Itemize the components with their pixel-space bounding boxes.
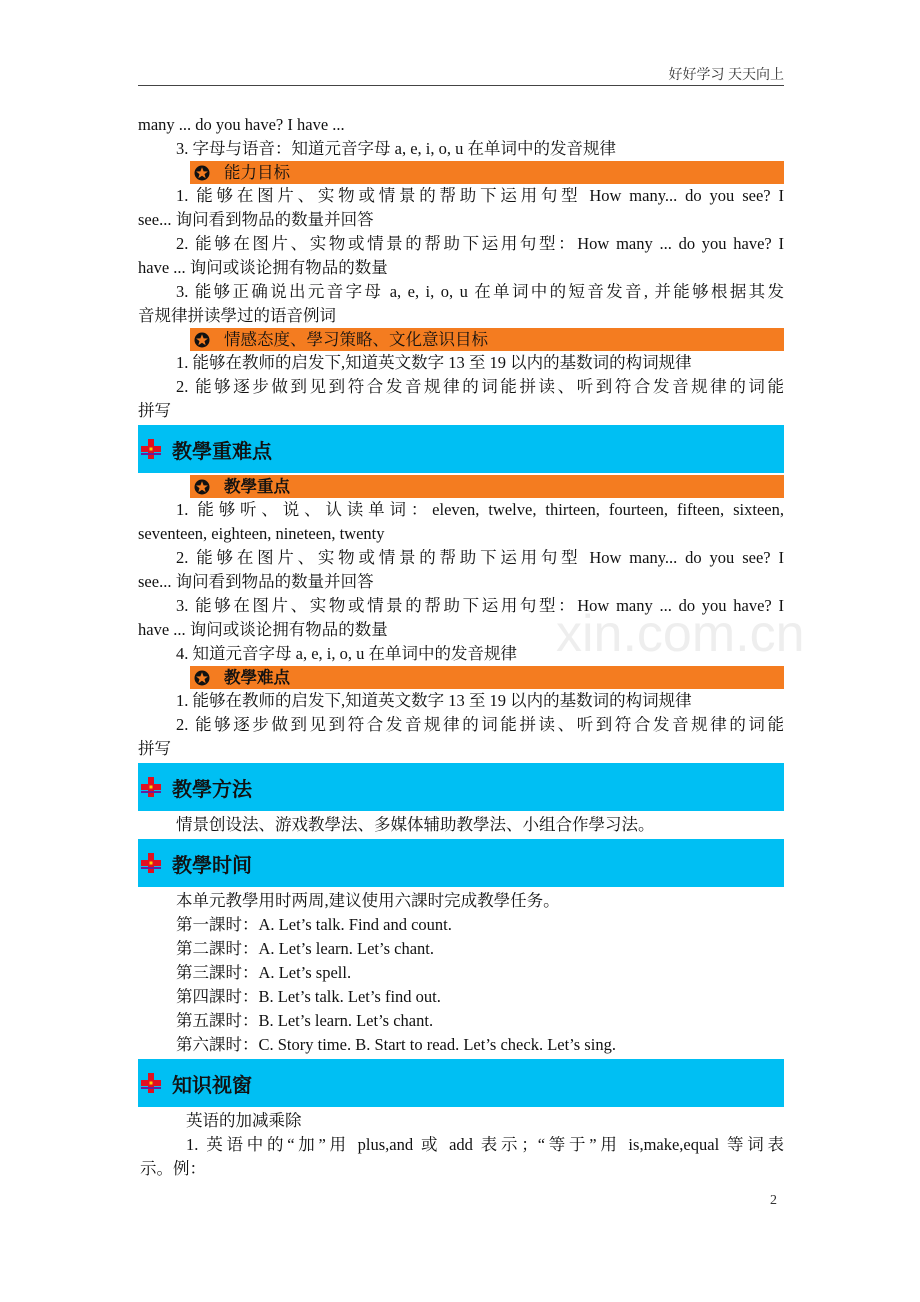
text-line: see... 询问看到物品的数量并回答 [138, 572, 374, 591]
star-circle-icon [194, 332, 210, 348]
page-header: 好好学习 天天向上 [668, 68, 784, 83]
page-number: 2 [770, 1193, 777, 1208]
section-title: 教學方法 [172, 778, 252, 801]
text-line: 2. 能够逐步做到见到符合发音规律的词能拼读、听到符合发音规律的词能 [176, 377, 784, 396]
text-line: 2. 能够在图片、实物或情景的帮助下运用句型：How many ... do you have? I [176, 234, 784, 253]
section-title: 教學时间 [172, 854, 252, 877]
star-circle-icon [194, 479, 210, 495]
text-line: 英语的加减乘除 [186, 1111, 302, 1130]
text-line: 3. 字母与语音：知道元音字母 a, e, i, o, u 在单词中的发音规律 [176, 139, 616, 158]
lesson-item: 第二課时：A. Let’s learn. Let’s chant. [176, 939, 434, 958]
text-line: 音规律拼读學过的语音例词 [138, 306, 336, 325]
section-bar-time [138, 839, 784, 887]
text-line: 本单元教學用时两周,建议使用六課时完成教學任务。 [176, 891, 560, 910]
subsection-title: 教學重点 [224, 477, 290, 496]
subsection-bar-focus [190, 475, 784, 498]
text-line: have ... 询问或谈论拥有物品的数量 [138, 620, 388, 639]
text-line: 1. 能够在图片、实物或情景的帮助下运用句型 How many... do you see? I [176, 186, 784, 205]
text-line: seventeen, eighteen, nineteen, twenty [138, 524, 385, 543]
section-marker-icon [140, 1072, 162, 1094]
text-line: 3. 能够在图片、实物或情景的帮助下运用句型：How many ... do you have? I [176, 596, 784, 615]
subsection-bar-emotion [190, 328, 784, 351]
text-line: have ... 询问或谈论拥有物品的数量 [138, 258, 388, 277]
lesson-item: 第六課时：C. Story time. B. Start to read. Let’s check. Let’s sing. [176, 1035, 616, 1054]
text-line: 3. 能够正确说出元音字母 a, e, i, o, u 在单词中的短音发音, 并能够根据其发 [176, 282, 784, 301]
lesson-item: 第四課时：B. Let’s talk. Let’s find out. [176, 987, 441, 1006]
text-line: see... 询问看到物品的数量并回答 [138, 210, 374, 229]
watermark: xin.com.cn [556, 605, 805, 663]
section-title: 知识视窗 [172, 1074, 252, 1097]
star-circle-icon [194, 165, 210, 181]
subsection-bar-hard [190, 666, 784, 689]
star-circle-icon [194, 670, 210, 686]
text-line: 2. 能够在图片、实物或情景的帮助下运用句型 How many... do you see? I [176, 548, 784, 567]
text-line: 1. 能够听、说、认读单词：eleven, twelve, thirteen, fourteen, fifteen, sixteen, [176, 500, 784, 519]
text-line: 4. 知道元音字母 a, e, i, o, u 在单词中的发音规律 [176, 644, 517, 663]
text-line: 1. 能够在教师的启发下,知道英文数字 13 至 19 以内的基数词的构词规律 [176, 353, 692, 372]
lesson-item: 第一課时：A. Let’s talk. Find and count. [176, 915, 452, 934]
document-body [138, 113, 784, 1181]
text-line: 情景创设法、游戏教學法、多媒体辅助教學法、小组合作學习法。 [176, 815, 655, 834]
text-line: many ... do you have? I have ... [138, 115, 345, 134]
section-bar-difficulty [138, 425, 784, 473]
subsection-title: 情感态度、學习策略、文化意识目标 [224, 330, 488, 349]
text-line: 示。例： [140, 1159, 206, 1178]
section-marker-icon [140, 776, 162, 798]
text-line: 拼写 [138, 401, 171, 420]
text-line: 2. 能够逐步做到见到符合发音规律的词能拼读、听到符合发音规律的词能 [176, 715, 784, 734]
lesson-item: 第三課时：A. Let’s spell. [176, 963, 352, 982]
section-marker-icon [140, 852, 162, 874]
subsection-bar-ability [190, 161, 784, 184]
section-bar-method [138, 763, 784, 811]
section-bar-knowledge [138, 1059, 784, 1107]
subsection-title: 能力目标 [224, 163, 290, 182]
text-line: 1. 英语中的“加”用 plus,and 或 add 表示；“等于”用 is,make,equal 等词表 [186, 1135, 784, 1154]
text-line: 拼写 [138, 739, 171, 758]
section-marker-icon [140, 438, 162, 460]
header-divider [138, 85, 784, 86]
lesson-item: 第五課时：B. Let’s learn. Let’s chant. [176, 1011, 434, 1030]
subsection-title: 教學难点 [224, 668, 290, 687]
section-title: 教學重难点 [172, 440, 272, 463]
text-line: 1. 能够在教师的启发下,知道英文数字 13 至 19 以内的基数词的构词规律 [176, 691, 692, 710]
